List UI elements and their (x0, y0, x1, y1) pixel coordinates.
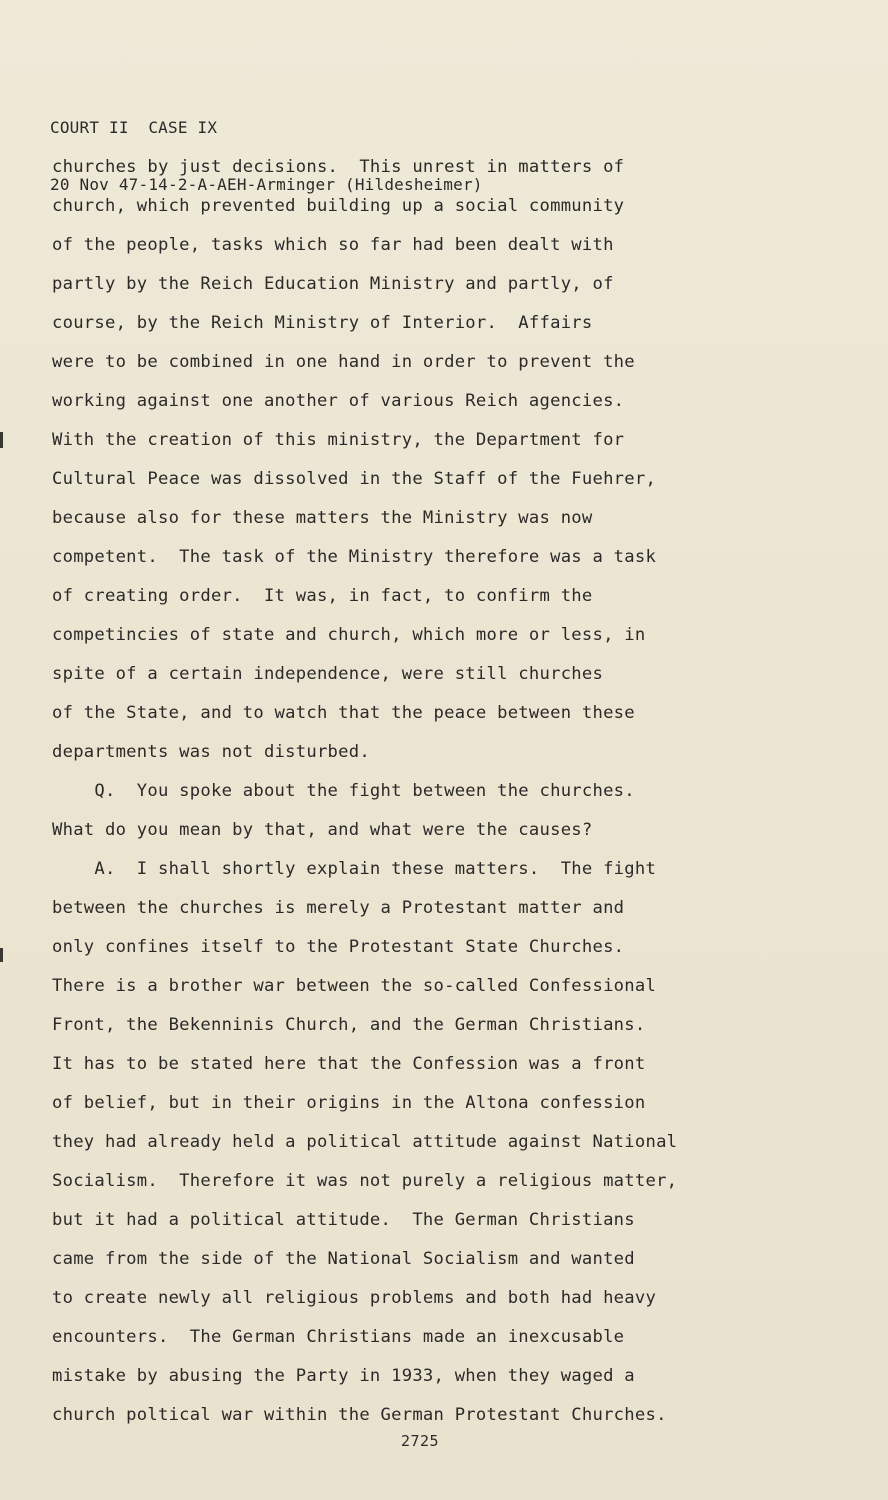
transcript-line: There is a brother war between the so-called Confessional (52, 976, 657, 996)
transcript-line: of creating order. It was, in fact, to confirm the (52, 586, 593, 606)
transcript-line: of the people, tasks which so far had been dealt with (52, 235, 614, 255)
transcript-line: encounters. The German Christians made an inexcusable (52, 1327, 625, 1347)
transcript-line: Socialism. Therefore it was not purely a religious matter, (52, 1171, 678, 1191)
transcript-line: between the churches is merely a Protestant matter and (52, 898, 625, 918)
transcript-line: church, which prevented building up a social community (52, 196, 625, 216)
transcript-line: church poltical war within the German Protestant Churches. (52, 1405, 667, 1425)
question-line: Q. You spoke about the fight between the churches. (52, 781, 635, 801)
transcript-line: With the creation of this ministry, the Department for (52, 430, 625, 450)
transcript-line: they had already held a political attitude against National (52, 1132, 678, 1152)
transcript-line: working against one another of various Reich agencies. (52, 391, 625, 411)
transcript-line: of belief, but in their origins in the Altona confession (52, 1093, 646, 1113)
left-edge-mark-top (0, 432, 3, 448)
transcript-line: Cultural Peace was dissolved in the Staff of the Fuehrer, (52, 469, 657, 489)
transcript-line: only confines itself to the Protestant State Churches. (52, 937, 625, 957)
transcript-line: partly by the Reich Education Ministry and partly, of (52, 274, 614, 294)
header-session-info: 20 Nov 47-14-2-A-AEH-Arminger (Hildesheimer) (50, 175, 483, 194)
transcript-line: spite of a certain independence, were still churches (52, 664, 604, 684)
transcript-line: were to be combined in one hand in order to prevent the (52, 352, 635, 372)
transcript-line: but it had a political attitude. The German Christians (52, 1210, 635, 1230)
left-edge-mark-bottom (0, 948, 3, 962)
transcript-line: course, by the Reich Ministry of Interior. Affairs (52, 313, 593, 333)
transcript-line: What do you mean by that, and what were the causes? (52, 820, 593, 840)
transcript-line: Front, the Bekenninis Church, and the German Christians. (52, 1015, 646, 1035)
transcript-line: competent. The task of the Ministry therefore was a task (52, 547, 657, 567)
transcript-line: mistake by abusing the Party in 1933, when they waged a (52, 1366, 635, 1386)
transcript-line: departments was not disturbed. (52, 742, 370, 762)
header-court-case: COURT II CASE IX (50, 118, 218, 137)
answer-line: A. I shall shortly explain these matters. The fight (52, 859, 657, 879)
transcript-line: It has to be stated here that the Confession was a front (52, 1054, 646, 1074)
transcript-line: came from the side of the National Socialism and wanted (52, 1249, 635, 1269)
transcript-line: of the State, and to watch that the peace between these (52, 703, 635, 723)
page-number: 2725 (400, 1432, 440, 1450)
transcript-body (52, 148, 752, 1435)
transcript-line: to create newly all religious problems and both had heavy (52, 1288, 657, 1308)
transcript-line: churches by just decisions. This unrest in matters of (52, 157, 625, 177)
transcript-line: competincies of state and church, which more or less, in (52, 625, 646, 645)
transcript-line: because also for these matters the Ministry was now (52, 508, 593, 528)
